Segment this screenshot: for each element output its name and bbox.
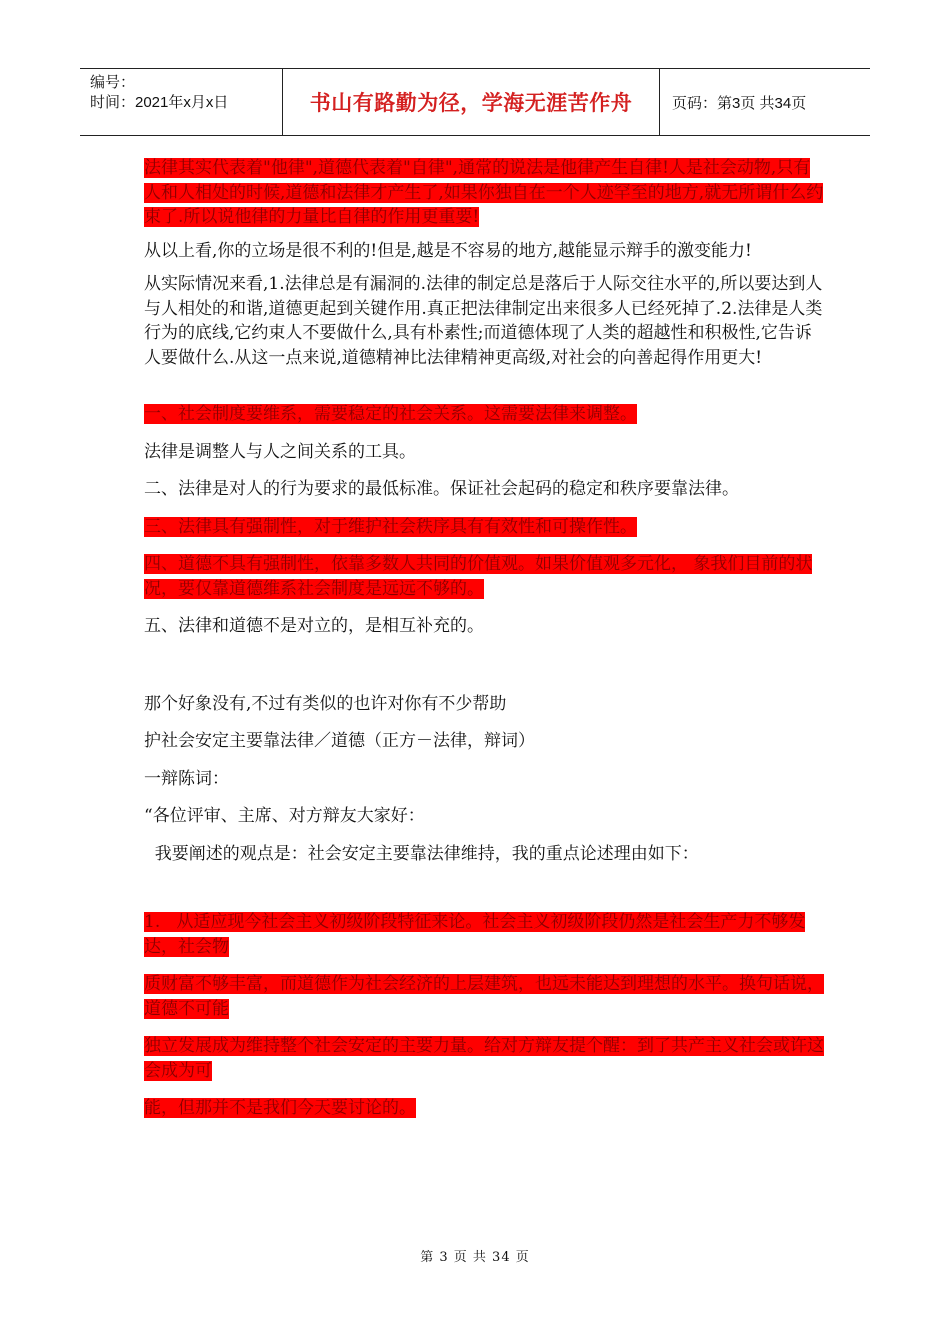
debate-topic: 护社会安定主要靠法律／道德（正方－法律，辩词） (144, 731, 535, 751)
header-page-info: 页码：第3页 共34页 (672, 94, 807, 112)
page-header (80, 68, 870, 136)
argument-1-part-3: 独立发展成为维持整个社会安定的主要力量。给对方辩友提个醒：到了共产主义社会或许这会成为可 (144, 1036, 824, 1081)
paragraph-2: 从以上看,你的立场是很不利的!但是,越是不容易的地方,越能显示辩手的激变能力! (144, 240, 752, 261)
paragraph-3: 从实际情况来看,1.法律总是有漏洞的.法律的制定总是落后于人际交往水平的,所以要达到人与人相处的和谐,道德更起到关键作用.真正把法律制定出来很多人已经死掉了.2.法律是人类行为的底线,它约束人不要做什么,具有朴素性;而道德体现了人类的超越性和积极性,它告诉人要做什么.从这一点来说,道德精神比法律精神更高级,对社会的向善起得作用更大! (144, 274, 823, 368)
point-1: 一、社会制度要维系，需要稳定的社会关系。这需要法律来调整。 (144, 404, 637, 424)
argument-1-part-2: 质财富不够丰富，而道德作为社会经济的上层建筑，也远未能达到理想的水平。换句话说，道德不可能 (144, 974, 824, 1019)
time-label: 时间：2021年x月x日 (90, 94, 229, 111)
page-footer: 第 3 页 共 34 页 (420, 1250, 530, 1265)
point-5: 五、法律和道德不是对立的，是相互补充的。 (144, 616, 484, 636)
point-3: 三、法律具有强制性，对于维护社会秩序具有有效性和可操作性。 (144, 516, 637, 537)
header-meta (80, 69, 283, 135)
first-speaker-label: 一辩陈词： (144, 768, 229, 789)
document-body (144, 156, 824, 1121)
point-4: 四、道德不具有强制性，依靠多数人共同的价值观。如果价值观多元化， 象我们目前的状况，要仅靠道德维系社会制度是远远不够的。 (144, 554, 813, 599)
header-motto: 书山有路勤为径，学海无涯苦作舟 (283, 69, 660, 135)
number-label: 编号： (90, 74, 136, 91)
point-2: 二、法律是对人的行为要求的最低标准。保证社会起码的稳定和秩序要靠法律。 (144, 479, 739, 499)
argument-1-part-1: 1. 从适应现今社会主义初级阶段特征来论。社会主义初级阶段仍然是社会生产力不够发达，社会物 (144, 912, 806, 957)
greeting: “各位评审、主席、对方辩友大家好： (144, 806, 425, 826)
thesis: 我要阐述的观点是：社会安定主要靠法律维持，我的重点论述理由如下： (144, 843, 699, 864)
paragraph-helpful: 那个好象没有,不过有类似的也许对你有不少帮助 (144, 693, 507, 714)
paragraph-law-tool: 法律是调整人与人之间关系的工具。 (144, 441, 416, 462)
argument-1-part-4: 能，但那并不是我们今天要讨论的。 (144, 1098, 416, 1118)
paragraph-1: 法律其实代表着"他律",道德代表着"自律",通常的说法是他律产生自律!人是社会动物,只有人和人相处的时候,道德和法律才产生了,如果你独自在一个人迹罕至的地方,就无所谓什么约束了.所以说他律的力量比自律的作用更重要! (144, 158, 824, 227)
